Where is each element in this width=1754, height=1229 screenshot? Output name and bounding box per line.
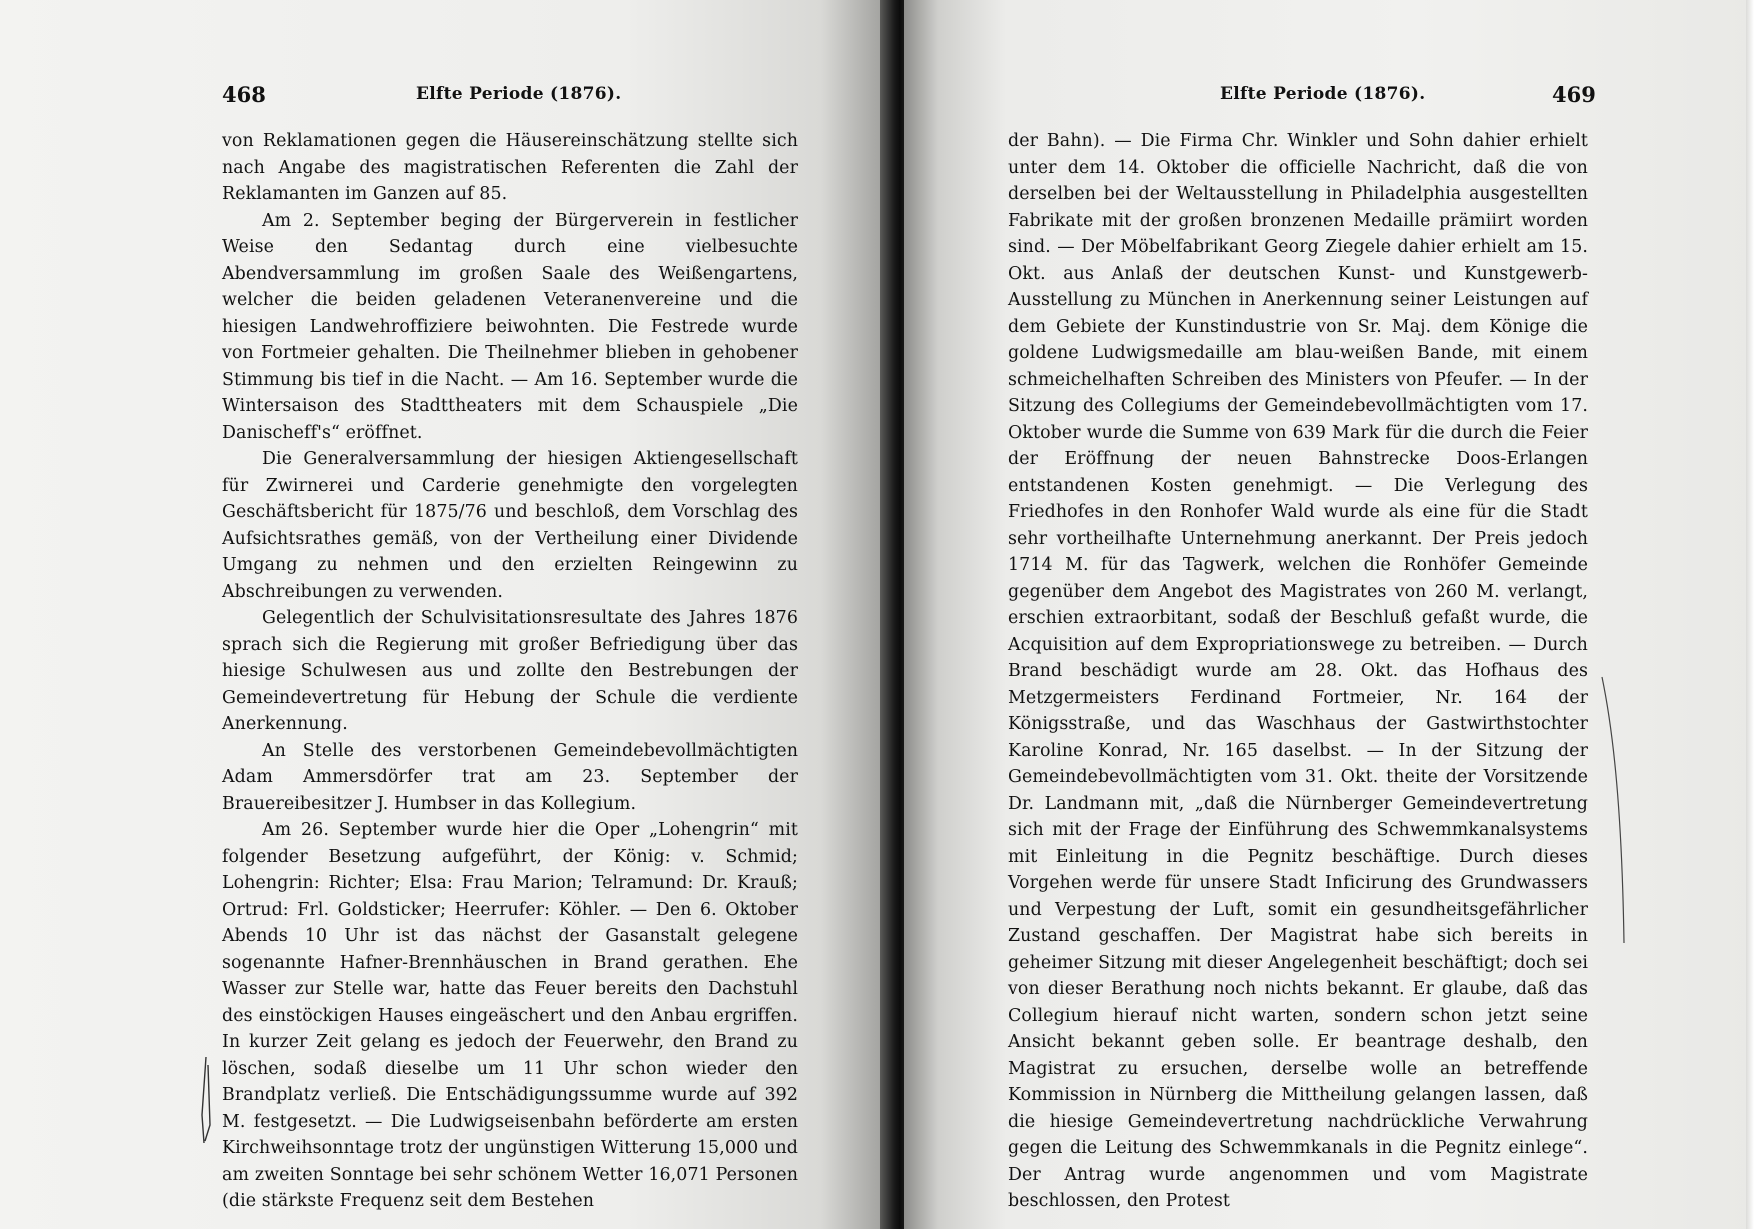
paragraph: An Stelle des verstorbenen Gemeindebevollmächtigten Adam Ammersdörfer trat am 23. September der Brauereibesitzer J. Humbser in das Kollegium. [222, 740, 798, 814]
right-text-body [1008, 128, 1588, 1215]
paragraph: von Reklamationen gegen die Häusereinschätzung stellte sich nach Angabe des magistratischen Referenten die Zahl der Reklamanten im Ganzen auf 85. [222, 131, 798, 204]
right-running-title: Elfte Periode (1876). [1220, 84, 1426, 104]
pencil-margin-mark-left [196, 1055, 218, 1145]
paragraph: Am 26. September wurde hier die Oper „Lohengrin“ mit folgender Besetzung aufgeführt, der König: v. Schmid; Lohengrin: Richter; Elsa: Frau Marion; Telramund: Dr. Krauß; Ortrud: Frl. Goldsticker; Heerrufer: Köhler. — Den 6. Oktober Abends 10 Uhr ist das nächst der Gasanstalt gelegene sogenannte Hafner-Brennhäuschen in Brand gerathen. Ehe Wasser zur Stelle war, hatte das Feuer bereits den Dachstuhl des einstöckigen Hauses eingeäschert und den Anbau ergriffen. In kurzer Zeit gelang es jedoch der Feuerwehr, den Brand zu löschen, sodaß dieselbe um 11 Uhr schon wieder den Brandplatz verließ. Die Entschädigungssumme wurde auf 392 M. festgesetzt. — Die Ludwigseisenbahn beförderte am ersten Kirchweihsonntage trotz der ungünstigen Witterung 15,000 und am zweiten Sonntage bei sehr schönem Wetter 16,071 Personen (die stärkste Frequenz seit dem Bestehen [222, 820, 798, 1211]
right-page-edge [1746, 0, 1754, 1229]
right-page [904, 0, 1754, 1229]
left-running-title: Elfte Periode (1876). [416, 84, 622, 104]
pencil-margin-mark-right [1598, 675, 1628, 945]
paragraph: Gelegentlich der Schulvisitationsresultate des Jahres 1876 sprach sich die Regierung mit großer Befriedigung über das hiesige Schulwesen aus und zollte den Bestrebungen der Gemeindevertretung für Hebung der Schule die verdiente Anerkennung. [222, 608, 798, 734]
left-page-number: 468 [222, 82, 266, 107]
paragraph: der Bahn). — Die Firma Chr. Winkler und Sohn dahier erhielt unter dem 14. Oktober die officielle Nachricht, daß die von derselben bei der Weltausstellung in Philadelphia ausgestellten Fabrikate mit der großen bronzenen Medaille prämiirt worden sind. — Der Möbelfabrikant Georg Ziegele dahier erhielt am 15. Okt. aus Anlaß der deutschen Kunst- und Kunstgewerb-Ausstellung zu München in Anerkennung seiner Leistungen auf dem Gebiete der Kunstindustrie von Sr. Maj. dem Könige die goldene Ludwigsmedaille am blau-weißen Bande, mit einem schmeichelhaften Schreiben des Ministers von Pfeufer. — In der Sitzung des Collegiums der Gemeindebevollmächtigten vom 17. Oktober wurde die Summe von 639 Mark für die durch die Feier der Eröffnung der neuen Bahnstrecke Doos-Erlangen entstandenen Kosten genehmigt. — Die Verlegung des Friedhofes in den Ronhofer Wald wurde als eine für die Stadt sehr vortheilhafte Unternehmung anerkannt. Der Preis jedoch 1714 M. für das Tagwerk, welchen die Ronhöfer Gemeinde gegenüber dem Angebot des Magistrates von 260 M. verlangt, erschien extraorbitant, sodaß der Beschluß gefaßt wurde, die Acquisition auf dem Expropriationswege zu betreiben. — Durch Brand beschädigt wurde am 28. Okt. das Hofhaus des Metzgermeisters Ferdinand Fortmeier, Nr. 164 der Königsstraße, und das Waschhaus der Gastwirthstochter Karoline Konrad, Nr. 165 daselbst. — In der Sitzung der Gemeindebevollmächtigten vom 31. Okt. theite der Vorsitzende Dr. Landmann mit, „daß die Nürnberger Gemeindevertretung sich mit der Frage der Einführung des Schwemmkanalsystems mit Einleitung in die Pegnitz beschäftige. Durch dieses Vorgehen werde für unsere Stadt Inficirung des Grundwassers und Verpestung der Luft, somit ein gesundheitsgefährlicher Zustand geschaffen. Der Magistrat habe sich bereits in geheimer Sitzung mit dieser Angelegenheit beschäftigt; doch sei von dieser Berathung noch nichts bekannt. Er glaube, daß das Collegium hierauf nicht warten, sondern schon jetzt seine Ansicht bekannt geben solle. Er beantrage deshalb, den Magistrat zu ersuchen, derselbe wolle an betreffende Kommission in Nürnberg die Mittheilung gelangen lassen, daß die hiesige Gemeindevertretung nachdrückliche Verwahrung gegen die Leitung des Schwemmkanals in die Pegnitz einlege“. Der Antrag wurde angenommen und vom Magistrate beschlossen, den Protest [1008, 131, 1588, 1211]
paragraph: Die Generalversammlung der hiesigen Aktiengesellschaft für Zwirnerei und Carderie genehmigte den vorgelegten Geschäftsbericht für 1875/76 und beschloß, dem Vorschlag des Aufsichtsrathes gemäß, von der Vertheilung einer Dividende Umgang zu nehmen und den erzielten Reingewinn zu Abschreibungen zu verwenden. [222, 449, 798, 602]
right-page-number: 469 [1552, 82, 1596, 107]
left-text-body [222, 128, 798, 1215]
paragraph: Am 2. September beging der Bürgerverein in festlicher Weise den Sedantag durch eine vielbesuchte Abendversammlung im großen Saale des Weißengartens, welcher die beiden geladenen Veteranenvereine und die hiesigen Landwehroffiziere beiwohnten. Die Festrede wurde von Fortmeier gehalten. Die Theilnehmer blieben in gehobener Stimmung bis tief in die Nacht. — Am 16. September wurde die Wintersaison des Stadttheaters mit dem Schauspiele „Die Danischeff's“ eröffnet. [222, 210, 798, 443]
